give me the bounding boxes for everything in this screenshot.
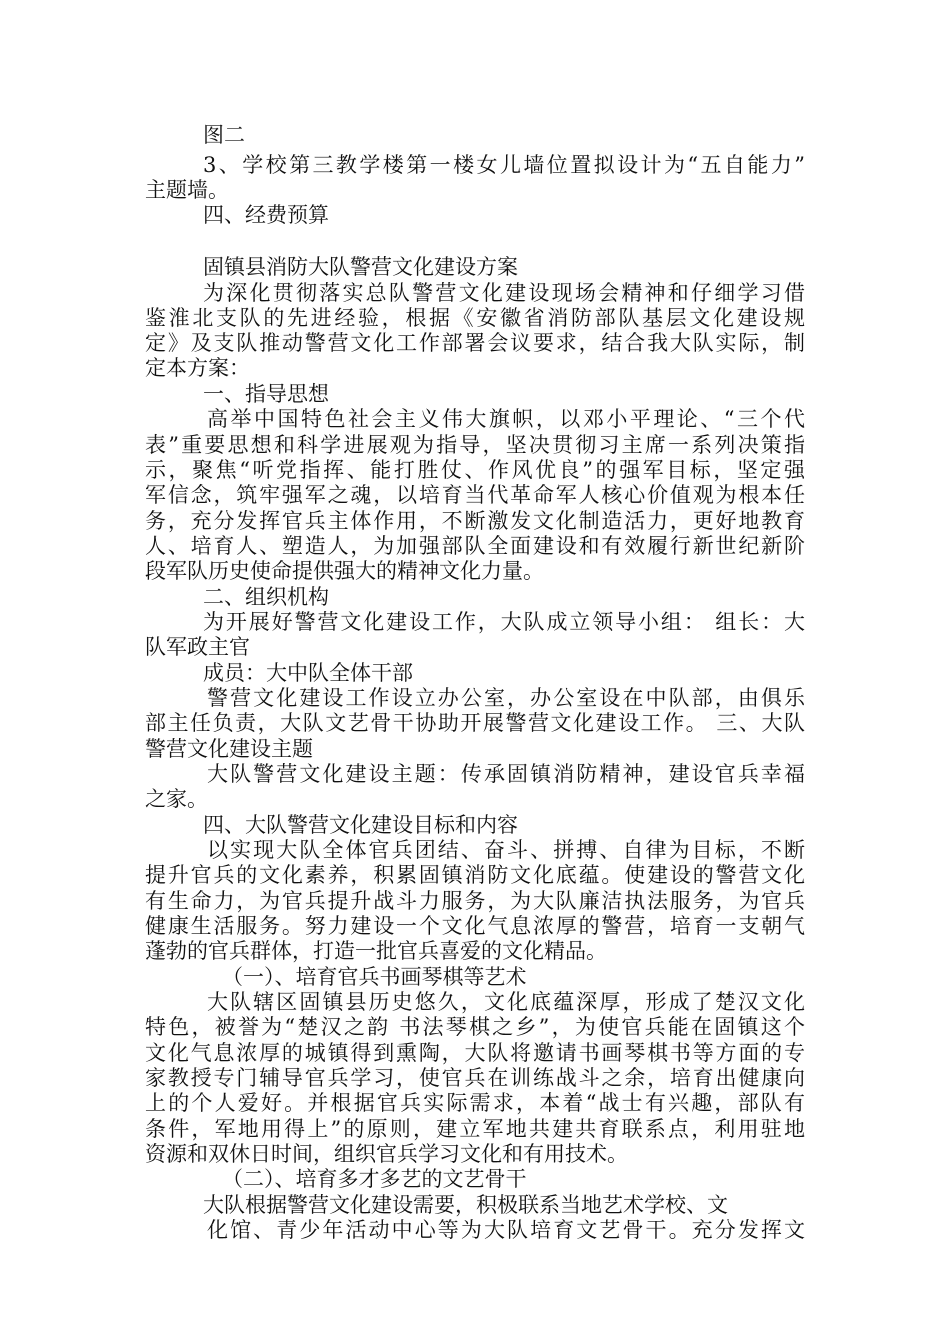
paragraph-line: 特色，被誉为“楚汉之韵 书法琴棋之乡”，为使官兵能在固镇这个 <box>145 1015 805 1039</box>
paragraph-line: 资源和双休日时间，组织官兵学习文化和有用技术。 <box>145 1142 628 1166</box>
paragraph-line: 段军队历史使命提供强大的精神文化力量。 <box>145 559 544 583</box>
paragraph-line: 主题墙。 <box>145 178 229 202</box>
paragraph-line: 部主任负责，大队文艺骨干协助开展警营文化建设工作。 三、大队 <box>145 711 805 735</box>
section-heading: 二、组织机构 <box>203 585 329 609</box>
paragraph-line: 定》及支队推动警营文化工作部署会议要求，结合我大队实际，制 <box>145 331 805 355</box>
figure-caption: 图二 <box>203 123 245 147</box>
paragraph-line: 家教授专门辅导官兵学习，使官兵在训练战斗之余，培育出健康向 <box>145 1066 805 1090</box>
paragraph-line: 之家。 <box>145 787 208 811</box>
paragraph-line: 有生命力，为官兵提升战斗力服务，为大队廉洁执法服务，为官兵 <box>145 889 805 913</box>
paragraph-line: 为深化贯彻落实总队警营文化建设现场会精神和仔细学习借 <box>203 281 805 305</box>
subsection-heading: （二）、培育多才多艺的文艺骨干 <box>222 1167 527 1191</box>
paragraph-line: 鉴淮北支队的先进经验，根据《安徽省消防部队基层文化建设规 <box>145 306 805 330</box>
paragraph-line: 队军政主官 <box>145 635 250 659</box>
paragraph-line: 大队警营文化建设主题：传承固镇消防精神，建设官兵幸福 <box>207 762 805 786</box>
paragraph-line: 大队辖区固镇县历史悠久，文化底蕴深厚，形成了楚汉文化 <box>207 990 805 1014</box>
paragraph-line: 为开展好警营文化建设工作，大队成立领导小组： 组长：大 <box>203 610 805 634</box>
paragraph-line: 大队根据警营文化建设需要，积极联系当地艺术学校、文 <box>203 1193 728 1217</box>
paragraph-line: 人、培育人、塑造人，为加强部队全面建设和有效履行新世纪新阶 <box>145 534 805 558</box>
paragraph-line: 化馆、青少年活动中心等为大队培育文艺骨干。充分发挥文 <box>207 1218 805 1242</box>
section-heading: 四、大队警营文化建设目标和内容 <box>203 813 518 837</box>
document-title: 固镇县消防大队警营文化建设方案 <box>203 255 518 279</box>
paragraph-line: 文化气息浓厚的城镇得到熏陶，大队将邀请书画琴棋书等方面的专 <box>145 1041 805 1065</box>
paragraph-line: 上的个人爱好。并根据官兵实际需求，本着“战士有兴趣，部队有 <box>145 1091 805 1115</box>
paragraph-line: 定本方案： <box>145 356 250 380</box>
paragraph-line: 蓬勃的官兵群体，打造一批官兵喜爱的文化精品。 <box>145 939 607 963</box>
paragraph-line: 高举中国特色社会主义伟大旗帜，以邓小平理论、“三个代 <box>207 407 805 431</box>
section-heading: 一、指导思想 <box>203 382 329 406</box>
paragraph-line: 表”重要思想和科学进展观为指导，坚决贯彻习主席一系列决策指 <box>145 433 805 457</box>
paragraph-line: 提升官兵的文化素养，积累固镇消防文化底蕴。使建设的警营文化 <box>145 863 805 887</box>
section-heading: 四、经费预算 <box>203 203 329 227</box>
paragraph-line: 3、学校第三教学楼第一楼女儿墙位置拟设计为“五自能力” <box>203 153 805 177</box>
paragraph-line: 条件，军地用得上”的原则，建立军地共建共育联系点，利用驻地 <box>145 1117 805 1141</box>
paragraph-line: 务，充分发挥官兵主体作用，不断激发文化制造活力，更好地教育 <box>145 509 805 533</box>
paragraph-line: 警营文化建设工作设立办公室，办公室设在中队部，由俱乐 <box>207 686 805 710</box>
paragraph-line: 示，聚焦“听党指挥、能打胜仗、作风优良”的强军目标，坚定强 <box>145 458 805 482</box>
paragraph-line: 警营文化建设主题 <box>145 737 313 761</box>
paragraph-line: 军信念，筑牢强军之魂，以培育当代革命军人核心价值观为根本任 <box>145 483 805 507</box>
paragraph-line: 以实现大队全体官兵团结、奋斗、拼搏、自律为目标，不断 <box>207 838 805 862</box>
paragraph-line: 健康生活服务。努力建设一个文化气息浓厚的警营，培育一支朝气 <box>145 914 805 938</box>
paragraph-line: 成员：大中队全体干部 <box>203 661 413 685</box>
subsection-heading: （一）、培育官兵书画琴棋等艺术 <box>222 965 527 989</box>
